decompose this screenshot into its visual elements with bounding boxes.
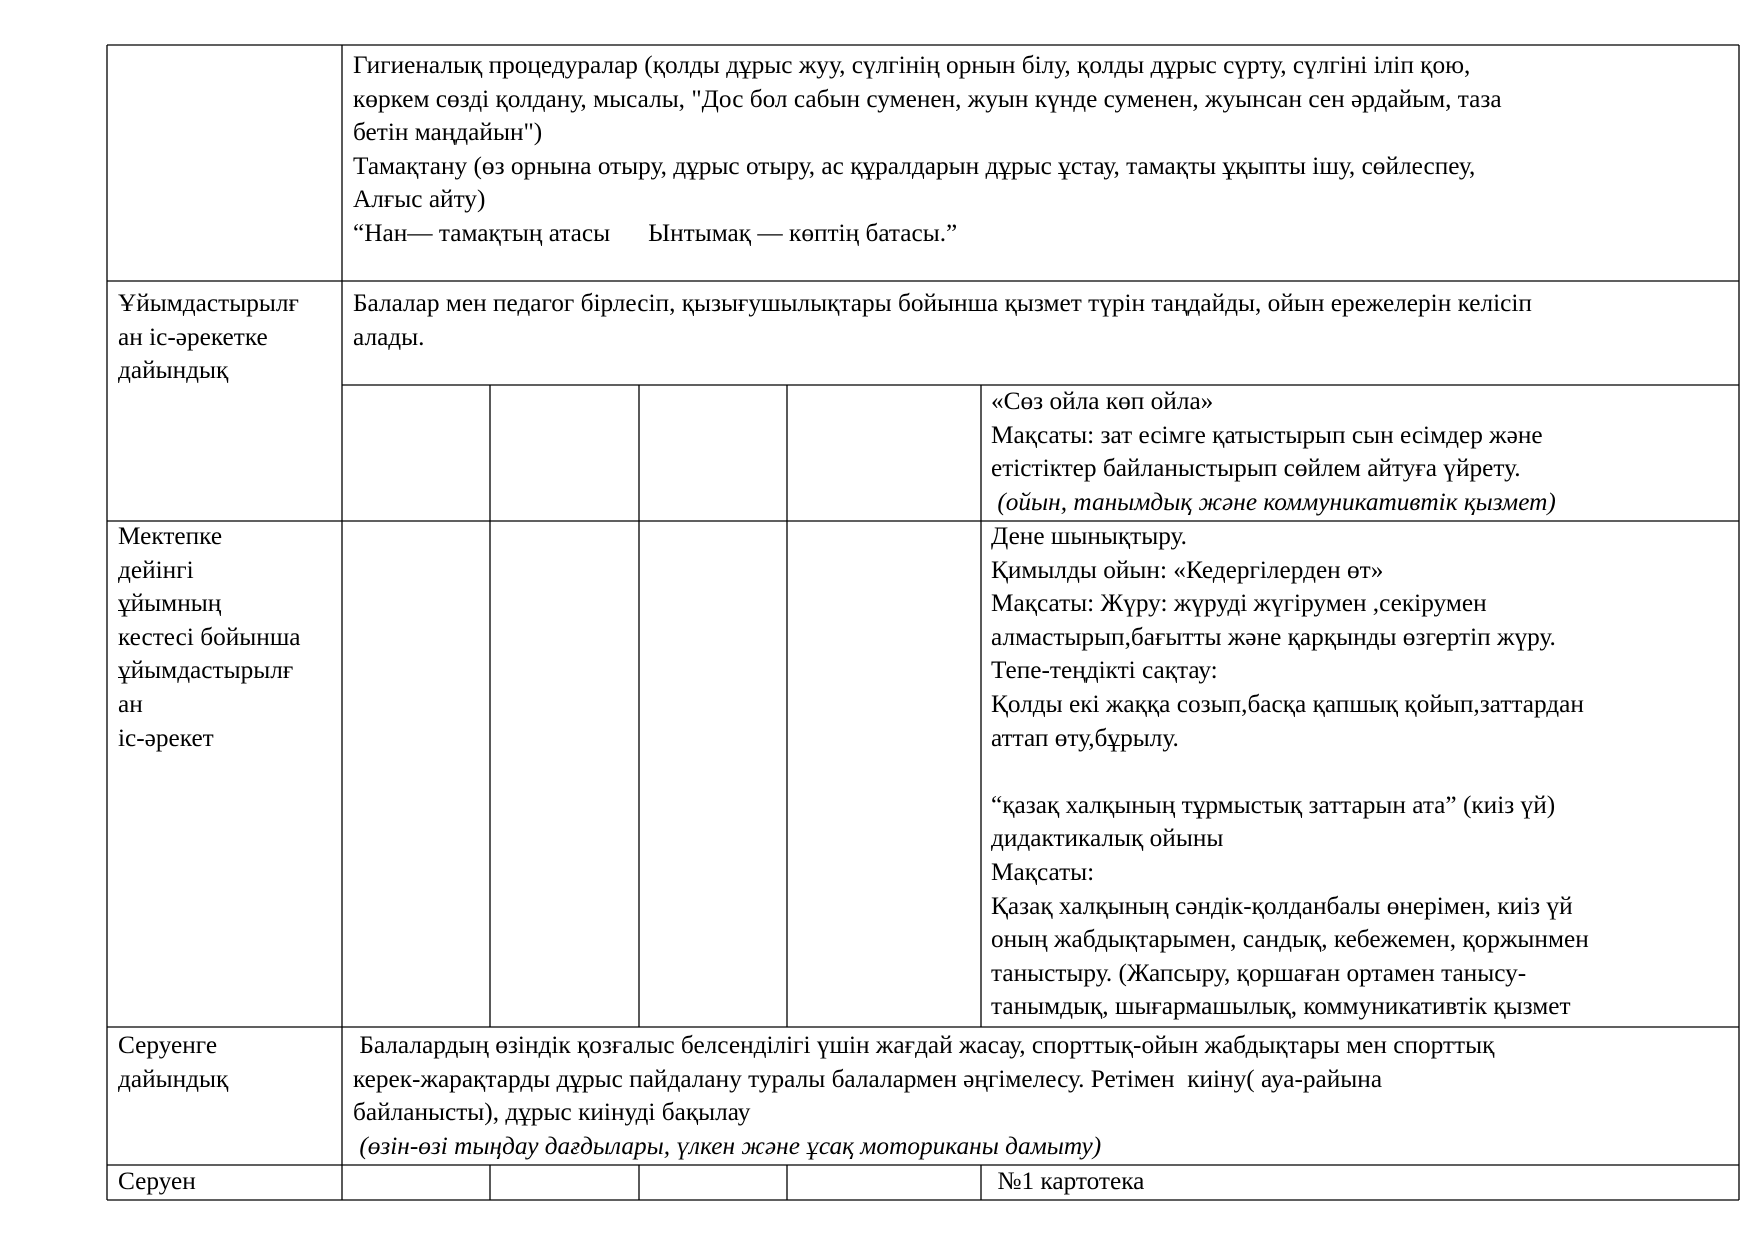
text-line: Қазақ халқының сәндік-қолданбалы өнерімен, киіз үй — [991, 891, 1573, 920]
text-line: Тепе-теңдікті сақтау: — [991, 656, 1218, 685]
text-line: Балалар мен педагог бірлесіп, қызығушылықтары бойынша қызмет түрін таңдайды, ойын ережелерін келісіп — [353, 289, 1532, 317]
text-line: алады. — [353, 322, 425, 351]
text-line: Қимылды ойын: «Кедергілерден өт» — [991, 555, 1384, 584]
text-line: Дене шынықтыру. — [991, 522, 1187, 550]
walk-prep-label — [118, 1029, 228, 1096]
activity-note: (өзін-өзі тыңдау дағдылары, үлкен және ұсақ моториканы дамыту) — [353, 1131, 1102, 1160]
preparation-content — [353, 287, 1532, 354]
preparation-game — [991, 385, 1556, 519]
organized-content — [991, 520, 1589, 1024]
label-line: Серуен — [118, 1167, 196, 1195]
text-line: Балалардың өзіндік қозғалыс белсенділігі үшін жағдай жасау, спорттық-ойын жабдықтары мен спорттық — [353, 1031, 1495, 1059]
text-line: “қазақ халқының тұрмыстық заттарын ата” (киіз үй) — [991, 790, 1556, 819]
walk-label — [118, 1165, 196, 1199]
text-line: аттап өту,бұрылу. — [991, 723, 1179, 752]
text-line: байланысты), дұрыс киінуді бақылау — [353, 1098, 751, 1127]
text-line: оның жабдықтарымен, сандық, кебежемен, қоржынмен — [991, 925, 1589, 954]
text-line: таныстыру. (Жапсыру, қоршаған ортамен танысу- — [991, 958, 1527, 987]
text-line: бетін маңдайын") — [353, 118, 543, 147]
label-line: дайындық — [118, 1064, 229, 1093]
preparation-label — [118, 287, 299, 388]
text-line: Гигиеналық процедуралар (қолды дұрыс жуу, сүлгінің орнын білу, қолды дұрыс сүрту, сүлгіні іліп қою, — [353, 51, 1471, 79]
organized-label — [118, 520, 301, 755]
text-line: алмастырып,бағытты және қарқынды өзгертіп жүру. — [991, 622, 1556, 651]
text-line: танымдық, шығармашылық, коммуникативтік қызмет — [991, 992, 1571, 1021]
label-line: ұйымның — [118, 589, 222, 618]
text-line: Мақсаты: Жүру: жүруді жүгірумен ,секірумен — [991, 589, 1487, 618]
label-line: ан іс-әрекетке — [118, 322, 268, 351]
text-line: Қолды екі жаққа созып,басқа қапшық қойып,заттардан — [991, 689, 1584, 718]
text-line: Тамақтану (өз орнына отыру, дұрыс отыру, ас құралдарын дұрыс ұстау, тамақты ұқыпты ішу, сөйлеспеу, — [353, 151, 1476, 180]
label-line: ұйымдастырылғ — [118, 656, 294, 685]
text-line: дидактикалық ойыны — [991, 824, 1224, 853]
text-line: №1 картотека — [991, 1167, 1145, 1195]
label-line: Мектепке — [118, 522, 223, 550]
blank-line — [991, 755, 1589, 789]
label-line: ан — [118, 689, 143, 718]
text-line: «Сөз ойла көп ойла» — [991, 387, 1214, 415]
label-line: кестесі бойынша — [118, 622, 301, 651]
label-line: Ұйымдастырылғ — [118, 289, 299, 317]
label-line: Серуенге — [118, 1031, 218, 1059]
text-line: көркем сөзді қолдану, мысалы, "Дос бол сабын суменен, жуын күнде суменен, жуынсан сен әрдайым, таза — [353, 84, 1502, 113]
text-line: Мақсаты: — [991, 857, 1095, 886]
text-line: етістіктер байланыстырып сөйлем айтуға үйрету. — [991, 454, 1521, 483]
label-line: іс-әрекет — [118, 723, 214, 752]
walk-content — [991, 1165, 1144, 1199]
hygiene-content — [353, 49, 1502, 251]
activity-note: (ойын, танымдық және коммуникативтік қызмет) — [991, 487, 1556, 516]
text-line: керек-жарақтарды дұрыс пайдалану туралы балалармен әңгімелесу. Ретімен киіну( ауа-райына — [353, 1064, 1383, 1093]
text-line: Мақсаты: зат есімге қатыстырып сын есімдер және — [991, 420, 1543, 449]
text-line: “Нан— тамақтың атасы Ынтымақ — көптің батасы.” — [353, 218, 958, 247]
walk-prep-content — [353, 1029, 1494, 1163]
label-line: дайындық — [118, 356, 229, 385]
label-line: дейінгі — [118, 555, 194, 584]
text-line: Алғыс айту) — [353, 185, 486, 214]
